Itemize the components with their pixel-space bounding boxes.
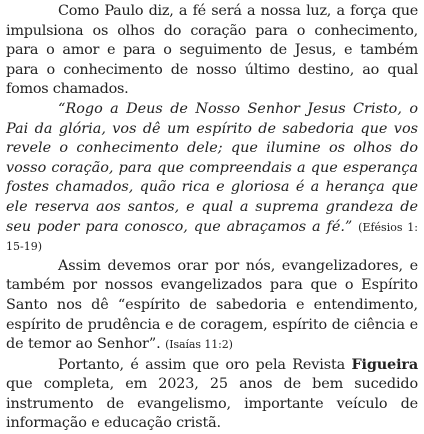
quote-ephesians [6,100,418,257]
article-text [6,2,418,434]
closing-end: que completa, em 2023, 25 anos de bem sucedido instrumento de evangelismo, importante veículo de informação e educação cristã. [6,376,418,432]
prayer-reference: (Isaías 11:2) [165,338,233,352]
prayer-text: Assim devemos orar por nós, evangelizadores, e também por nossos evangelizados para que o Espírito Santo nos dê “espírito de sabedoria e entendimento, espírito de prudência e de coragem, espírito de ciência e de temor ao Senhor”. [6,257,418,353]
closing-start: Portanto, é assim que oro pela Revista [58,356,352,373]
quote-text: “Rogo a Deus de Nosso Senhor Jesus Cristo, o Pai da glória, vos dê um espírito de sabedoria que vos revele o conhecimento dele; que ilumine os olhos do vosso coração, para que compreendais a que esperança fostes chamados, quão rica e gloriosa é a herança que ele reserva aos santos, e qual a suprema grandeza de seu poder para conosco, que abraçamos a fé.” [6,100,418,235]
paragraph-intro: Como Paulo diz, a fé será a nossa luz, a força que impulsiona os olhos do coração para o conhecimento, para o amor e para o seguimento de Jesus, e também para o conhecimento de nosso último destino, ao qual fomos chamados. [6,3,418,98]
paragraph-closing [6,355,418,434]
quote-reference: (Efésios 1: 15-19) [6,220,418,254]
paragraph-prayer [6,257,418,355]
magazine-name: Figueira [351,355,418,373]
